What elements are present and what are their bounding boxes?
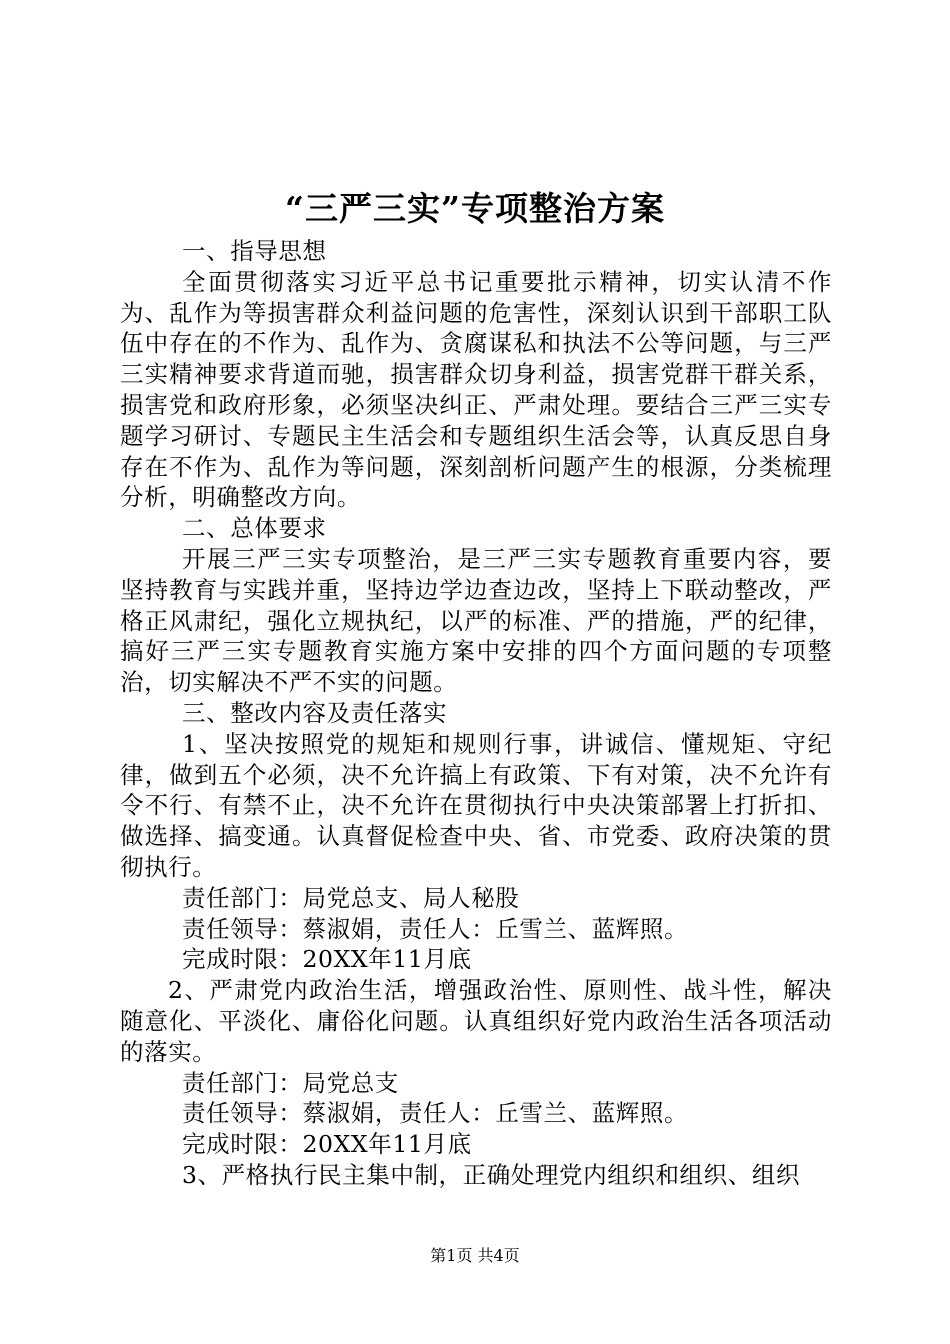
section-heading-rectification-content: 三、整改内容及责任落实 <box>182 698 448 727</box>
page-number-footer: 第1页 共4页 <box>430 1246 520 1265</box>
section-heading-guiding-thought: 一、指导思想 <box>182 237 327 265</box>
paragraph-guiding-thought: 全面贯彻落实习近平总书记重要批示精神，切实认清不作为、乱作为等损害群众利益问题的危害性，深刻认识到干部职工队伍中存在的不作为、乱作为、贪腐谋私和执法不公等问题，与三严三实精神要求背道而驰，损害群众切身利益，损害党群干群关系，损害党和政府形象，必须坚决纠正、严肃处理。要结合三严三实专题学习研讨、专题民主生活会和专题组织生活会等，认真反思自身存在不作为、乱作为等问题，深刻剖析问题产生的根源，分类梳理分析，明确整改方向。 <box>120 267 832 512</box>
item-2-responsible-leader: 责任领导：蔡淑娟，责任人：丘雪兰、蓝辉照。 <box>182 1099 689 1128</box>
item-2-responsible-department: 责任部门：局党总支 <box>182 1068 399 1097</box>
item-1-responsible-leader: 责任领导：蔡淑娟，责任人：丘雪兰、蓝辉照。 <box>182 914 689 943</box>
item-1-deadline: 完成时限：20XX年11月底 <box>182 945 472 974</box>
paragraph-item-1: 1、坚决按照党的规矩和规则行事，讲诚信、懂规矩、守纪律，做到五个必须，决不允许搞上有政策、下有对策，决不允许有令不行、有禁不止，决不允许在贯彻执行中央决策部署上打折扣、做选择、搞变通。认真督促检查中央、省、市党委、政府决策的贯彻执行。 <box>120 729 832 881</box>
item-1-responsible-department: 责任部门：局党总支、局人秘股 <box>182 883 520 912</box>
document-body <box>120 236 832 1191</box>
paragraph-item-2: 2、严肃党内政治生活，增强政治性、原则性、战斗性，解决随意化、平淡化、庸俗化问题。认真组织好党内政治生活各项活动的落实。 <box>120 976 832 1066</box>
section-heading-general-requirements: 二、总体要求 <box>182 514 327 543</box>
paragraph-general-requirements: 开展三严三实专项整治，是三严三实专题教育重要内容，要坚持教育与实践并重，坚持边学边查边改，坚持上下联动整改，严格正风肃纪，强化立规执纪，以严的标准、严的措施，严的纪律，搞好三严三实专题教育实施方案中安排的四个方面问题的专项整治，切实解决不严不实的问题。 <box>120 544 832 697</box>
document-title: “三严三实”专项整治方案 <box>285 189 665 228</box>
paragraph-item-3: 3、严格执行民主集中制，正确处理党内组织和组织、组织 <box>182 1160 801 1189</box>
item-2-deadline: 完成时限：20XX年11月底 <box>182 1130 472 1159</box>
